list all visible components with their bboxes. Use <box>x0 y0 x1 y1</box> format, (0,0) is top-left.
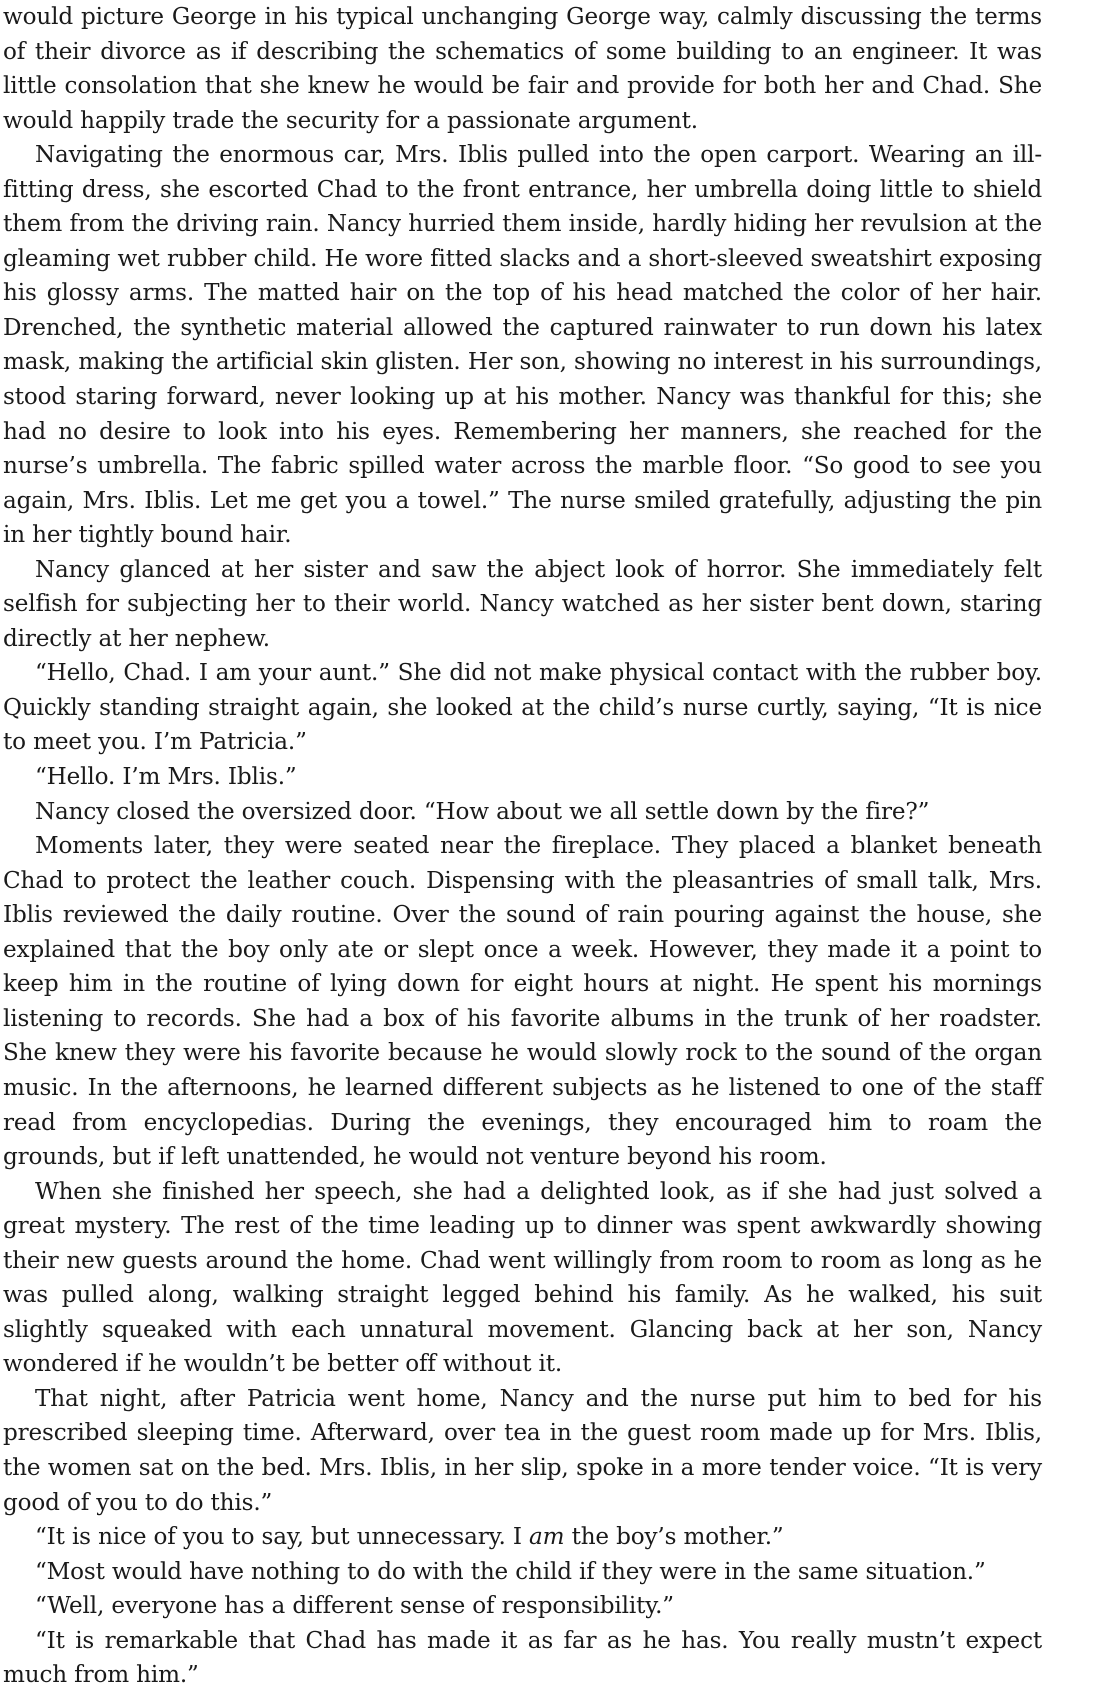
paragraph-text: would picture George in his typical unchanging George way, calmly discussing the terms of their divorce as if describing the schematics of some building to an engineer. It was little consolation that she knew he would be fair and provide for both her and Chad. She would happily trade the security for a passionate argument. <box>3 4 1042 134</box>
paragraph <box>3 138 1042 553</box>
paragraph-text: That night, after Patricia went home, Nancy and the nurse put him to bed for his prescribed sleeping time. Afterward, over tea in the guest room made up for Mrs. Iblis, the women sat on the bed. Mrs. Iblis, in her slip, spoke in a more tender voice. “It is very good of you to do this.” <box>3 1385 1042 1516</box>
paragraph-text: “It is remarkable that Chad has made it as far as he has. You really mustn’t expect much from him.” <box>3 1627 1042 1689</box>
document-page <box>3 0 1042 1693</box>
paragraph-text: “Hello, Chad. I am your aunt.” She did not make physical contact with the rubber boy. Quickly standing straight again, she looked at the child’s nurse curtly, saying, “It is nice to meet you. I’m Patricia.” <box>3 660 1042 756</box>
paragraph <box>3 795 1042 830</box>
paragraph <box>3 829 1042 1174</box>
paragraph <box>3 1624 1042 1693</box>
paragraph-text: Navigating the enormous car, Mrs. Iblis pulled into the open carport. Wearing an ill-fitting dress, she escorted Chad to the front entrance, her umbrella doing little to shield them from the driving rain. Nancy hurried them inside, hardly hiding her revulsion at the gleaming wet rubber child. He wore fitted slacks and a short-sleeved sweatshirt exposing his glossy arms. The matted hair on the top of his head matched the color of her hair. Drenched, the synthetic material allowed the captured rainwater to run down his latex mask, making the artificial skin glisten. Her son, showing no interest in his surroundings, stood staring forward, never looking up at his mother. Nancy was thankful for this; she had no desire to look into his eyes. Remembering her manners, she reached for the nurse’s umbrella. The fabric spilled water across the marble floor. “So good to see you again, Mrs. Iblis. Let me get you a towel.” The nurse smiled gratefully, adjusting the pin in her tightly bound hair. <box>3 142 1042 549</box>
paragraph-text: “Most would have nothing to do with the child if they were in the same situation.” <box>35 1558 986 1585</box>
paragraph-text: When she finished her speech, she had a delighted look, as if she had just solved a great mystery. The rest of the time leading up to dinner was spent awkwardly showing their new guests around the home. Chad went willingly from room to room as long as he was pulled along, walking straight legged behind his family. As he walked, his suit slightly squeaked with each unnatural movement. Glancing back at her son, Nancy wondered if he wouldn’t be better off without it. <box>3 1178 1042 1378</box>
paragraph <box>3 553 1042 657</box>
paragraph-text: the boy’s mother.” <box>564 1524 784 1551</box>
paragraph <box>3 1555 1042 1590</box>
paragraph <box>3 1382 1042 1520</box>
text-body <box>3 0 1042 1693</box>
paragraph <box>3 760 1042 795</box>
paragraph <box>3 1520 1042 1555</box>
paragraph-text: Nancy glanced at her sister and saw the abject look of horror. She immediately felt selfish for subjecting her to their world. Nancy watched as her sister bent down, staring directly at her nephew. <box>3 556 1042 652</box>
paragraph-text: “Well, everyone has a different sense of responsibility.” <box>35 1593 674 1620</box>
paragraph-text: “It is nice of you to say, but unnecessary. I <box>35 1524 529 1551</box>
paragraph <box>3 656 1042 760</box>
paragraph-text: Moments later, they were seated near the fireplace. They placed a blanket beneath Chad to protect the leather couch. Dispensing with the pleasantries of small talk, Mrs. Iblis reviewed the daily routine. Over the sound of rain pouring against the house, she explained that the boy only ate or slept once a week. However, they made it a point to keep him in the routine of lying down for eight hours at night. He spent his mornings listening to records. She had a box of his favorite albums in the trunk of her roadster. She knew they were his favorite because he would slowly rock to the sound of the organ music. In the afternoons, he learned different subjects as he listened to one of the staff read from encyclopedias. During the evenings, they encouraged him to roam the grounds, but if left unattended, he would not venture beyond his room. <box>3 833 1042 1171</box>
paragraph-text: “Hello. I’m Mrs. Iblis.” <box>35 764 297 791</box>
paragraph <box>3 1589 1042 1624</box>
emphasis-text: am <box>529 1524 565 1551</box>
paragraph <box>3 0 1042 138</box>
paragraph <box>3 1175 1042 1382</box>
paragraph-text: Nancy closed the oversized door. “How about we all settle down by the fire?” <box>35 798 930 825</box>
